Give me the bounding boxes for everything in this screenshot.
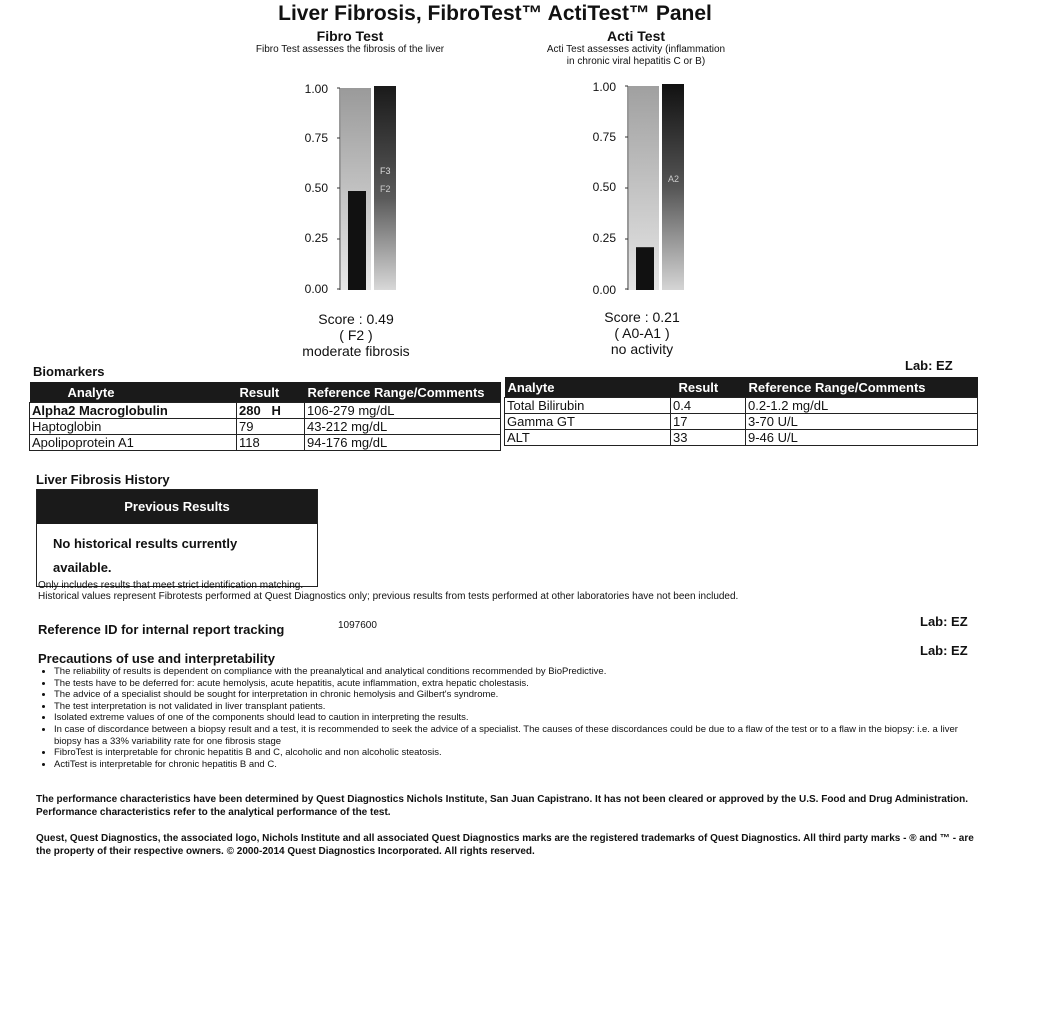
acti-tick: 0.00	[592, 283, 616, 297]
previous-results-box	[36, 489, 318, 587]
precautions-lab: Lab: EZ	[920, 643, 968, 658]
acti-score-block	[542, 309, 742, 357]
fibro-tick: 0.00	[304, 282, 328, 296]
acti-gauge	[586, 80, 706, 297]
acti-score: Score : 0.21	[604, 309, 680, 325]
table-row	[505, 414, 978, 430]
list-item: • ActiTest is interpretable for chronic hepatitis B and C.	[54, 759, 978, 771]
acti-score-bar	[636, 247, 654, 290]
fibro-description: Fibro Test assesses the fibrosis of the liver	[255, 44, 445, 55]
table-row	[30, 435, 501, 451]
range-cell: 43-212 mg/dL	[305, 419, 501, 435]
list-item: • Isolated extreme values of one of the components should lead to caution in interpreting the results.	[54, 712, 978, 724]
acti-scale-label: A2	[668, 174, 680, 184]
acti-heading: Acti Test	[606, 28, 666, 44]
acti-tick: 0.50	[592, 180, 616, 194]
fibro-stage: ( F2 )	[339, 327, 373, 343]
acti-bar-graphic	[622, 82, 692, 294]
acti-description-1: Acti Test assesses activity (inflammation	[546, 44, 726, 55]
fibro-score: Score : 0.49	[318, 311, 394, 327]
analyte-cell: Apolipoprotein A1	[30, 435, 237, 451]
fibro-scale-label: F3	[380, 166, 391, 176]
acti-description-2: in chronic viral hepatitis C or B)	[566, 56, 706, 67]
fibro-scale-label: F2	[380, 184, 391, 194]
biomarkers-table-right	[504, 377, 978, 446]
previous-results-line: No historical results currently	[53, 536, 238, 551]
fibro-heading: Fibro Test	[316, 28, 384, 44]
table-row	[30, 419, 501, 435]
analyte-cell: Alpha2 Macroglobulin	[30, 403, 237, 419]
result-cell: 0.4	[671, 398, 746, 414]
result-cell: 79	[237, 419, 305, 435]
acti-interpretation: no activity	[610, 341, 674, 357]
fibro-tick: 1.00	[304, 82, 328, 96]
range-cell: 94-176 mg/dL	[305, 435, 501, 451]
col-reference: Reference Range/Comments	[305, 382, 501, 403]
acti-tick: 0.75	[592, 130, 616, 144]
list-item: • FibroTest is interpretable for chronic hepatitis B and C, alcoholic and non alcoholic steatosis.	[54, 747, 978, 759]
table-row	[30, 403, 501, 419]
fibro-tick: 0.25	[304, 231, 328, 245]
table-header-row	[30, 382, 501, 403]
col-analyte: Analyte	[30, 382, 237, 403]
history-title: Liver Fibrosis History	[36, 472, 170, 487]
page-title: Liver Fibrosis, FibroTest™ ActiTest™ Panel	[278, 2, 712, 25]
list-item: • The reliability of results is dependent on compliance with the preanalytical and analytical conditions recommended by BioPredictive.	[54, 666, 978, 678]
trademark-note: Quest, Quest Diagnostics, the associated logo, Nichols Institute and all associated Quest Diagnostics marks are the registered trademarks of Quest Diagnostics. All third party marks - ® and ™ - are the property of their respective owners. © 2000-2014 Quest Diagnostics Incorporated. All rights reserved.	[36, 833, 974, 857]
range-cell: 106-279 mg/dL	[305, 403, 501, 419]
col-reference: Reference Range/Comments	[746, 377, 978, 398]
reference-lab: Lab: EZ	[920, 614, 968, 629]
list-item: • The advice of a specialist should be sought for interpretation in chronic hemolysis and Gilbert's syndrome.	[54, 689, 978, 701]
fibro-tick: 0.50	[304, 181, 328, 195]
biomarkers-lab: Lab: EZ	[905, 358, 953, 373]
analyte-cell: Haptoglobin	[30, 419, 237, 435]
analyte-cell: ALT	[505, 430, 671, 446]
precautions-title: Precautions of use and interpretability	[38, 651, 275, 666]
analyte-cell: Gamma GT	[505, 414, 671, 430]
fibro-score-bar	[348, 191, 366, 290]
range-cell: 9-46 U/L	[746, 430, 978, 446]
table-header-row	[505, 377, 978, 398]
acti-stage: ( A0-A1 )	[614, 325, 670, 341]
list-item: • The test interpretation is not validated in liver transplant patients.	[54, 701, 978, 713]
analyte-cell: Total Bilirubin	[505, 398, 671, 414]
biomarkers-title: Biomarkers	[33, 364, 105, 379]
reference-label: Reference ID for internal report tracking	[38, 622, 285, 637]
list-item: • In case of discordance between a biopsy result and a test, it is recommended to seek the advice of a specialist. The causes of these discordances could be due to a flaw of the test or to a flaw in the biopsy: i.e. a liver biopsy has a 33% variability rate for one fibrosis stage	[54, 724, 978, 747]
fibro-interpretation: moderate fibrosis	[302, 343, 410, 359]
fibro-tick: 0.75	[304, 131, 328, 145]
result-cell: 280 H	[237, 403, 305, 419]
col-result: Result	[671, 377, 746, 398]
table-row	[505, 398, 978, 414]
precautions-list	[38, 666, 978, 770]
col-result: Result	[237, 382, 305, 403]
acti-tick: 0.25	[592, 231, 616, 245]
history-note-2: Historical values represent Fibrotests performed at Quest Diagnostics only; previous results from tests performed at other laboratories have not been included.	[38, 591, 739, 602]
result-cell: 33	[671, 430, 746, 446]
range-cell: 3-70 U/L	[746, 414, 978, 430]
reference-id: 1097600	[338, 620, 377, 631]
table-row	[505, 430, 978, 446]
range-cell: 0.2-1.2 mg/dL	[746, 398, 978, 414]
previous-results-header: Previous Results	[37, 490, 317, 524]
fibro-header	[200, 28, 500, 56]
acti-tick: 1.00	[592, 80, 616, 94]
list-item: • The tests have to be deferred for: acute hemolysis, acute hepatitis, acute inflammation, extra hepatic cholestasis.	[54, 678, 978, 690]
col-analyte: Analyte	[505, 377, 671, 398]
fibro-score-block	[256, 311, 456, 359]
acti-header	[486, 28, 786, 68]
previous-results-body	[37, 524, 317, 586]
previous-results-line: available.	[53, 560, 112, 575]
fibro-bar-graphic	[334, 84, 404, 296]
biomarkers-table-left	[29, 382, 501, 451]
performance-note: The performance characteristics have been determined by Quest Diagnostics Nichols Institute, San Juan Capistrano. It has not been cleared or approved by the U.S. Food and Drug Administration. Performance characteristics refer to the analytical performance of the test.	[36, 794, 969, 818]
history-note-1: Only includes results that meet strict identification matching.	[38, 580, 304, 591]
result-cell: 118	[237, 435, 305, 451]
fibro-gauge	[298, 84, 418, 296]
result-cell: 17	[671, 414, 746, 430]
